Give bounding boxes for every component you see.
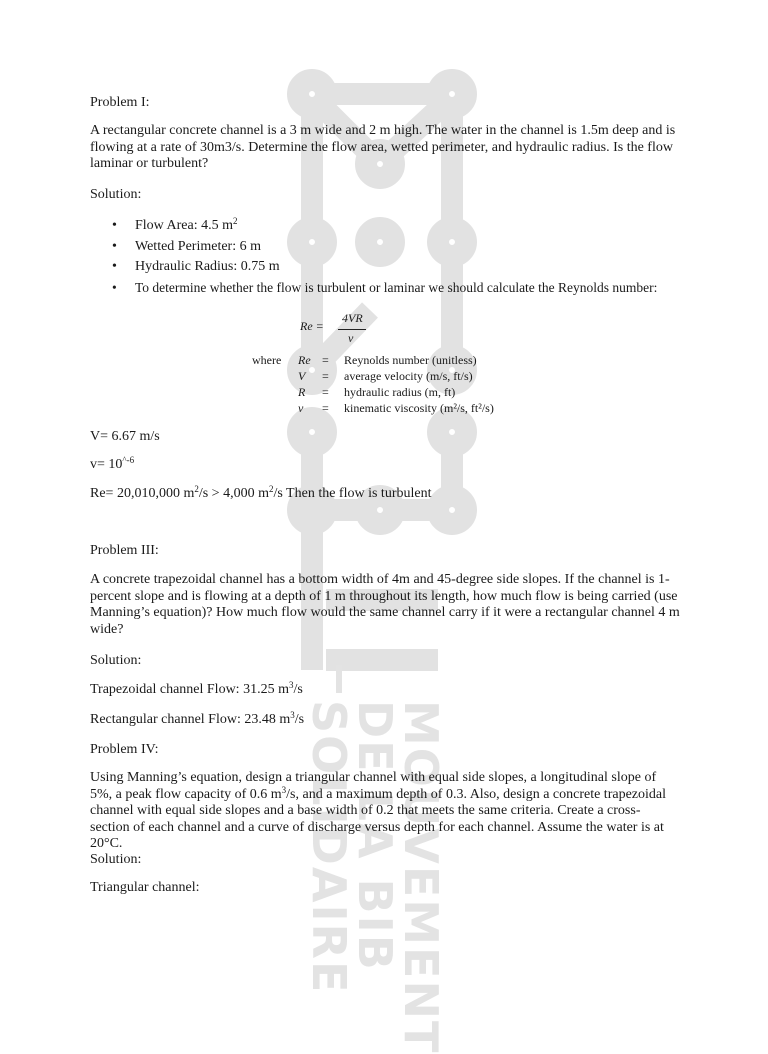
def-equals: = — [322, 369, 329, 383]
list-item — [90, 237, 710, 258]
watermark-text-line2: DE LA BIB — [348, 700, 402, 972]
bullet-icon: • — [112, 279, 117, 295]
def-equals: = — [322, 353, 329, 367]
problem1-solution-label: Solution: — [90, 187, 142, 202]
viscosity-exponent: ^-6 — [122, 455, 135, 465]
triangular-channel-label: Triangular channel: — [90, 880, 200, 895]
def-equals: = — [322, 401, 329, 415]
formula-def-row — [298, 369, 473, 384]
p4-sup: 3 — [281, 784, 287, 795]
problem4-title: Problem IV: — [90, 742, 159, 757]
problem3-statement: A concrete trapezoidal channel has a bottom width of 4m and 45-degree side slopes. If the channel is 1-percent slope and is flowing at a depth of 1 m throughout its length, how much flow is being carried (use Manning’s equation)? How much flow would the same channel carry if it were a rectangular channel 4 m wide? — [90, 572, 680, 637]
rect-unit: /s — [294, 712, 305, 727]
def-symbol: V — [298, 369, 306, 383]
bullet-icon: • — [112, 218, 117, 233]
problem4-statement — [90, 770, 680, 853]
def-symbol: R — [298, 385, 306, 399]
list-item — [90, 257, 710, 278]
problem3-title: Problem III: — [90, 543, 159, 558]
p4-text-a: Using Manning’s equation, design a triangular channel with equal side slopes, a longitudinal slope of 5%, a peak flow capacity of 0.6 m — [90, 770, 657, 802]
viscosity-line — [90, 457, 134, 473]
watermark-divider — [336, 665, 342, 693]
trap-sup: 3 — [288, 680, 294, 690]
bullet-icon: • — [112, 238, 117, 254]
re-text-c: /s Then the flow is turbulent — [273, 486, 432, 501]
rect-sup: 3 — [290, 710, 295, 720]
list-item-text: Flow Area: 4.5 m — [135, 218, 233, 233]
formula-where: where — [252, 353, 282, 367]
p4-text-b: /s, and a maximum depth of 0.3. Also, design a concrete trapezoidal channel with equal side slopes and a base width of 0.2 that meets the same criteria. Create a cross-section of each channel and a curve of discharge versus depth for each channel. Assume the water is at 20°C. — [90, 786, 666, 851]
list-item-text: Hydraulic Radius: 0.75 m — [135, 259, 280, 274]
re-sup-2: 2 — [268, 484, 274, 494]
re-text-a: Re= 20,010,000 m — [90, 486, 195, 501]
bullet-icon: • — [112, 259, 117, 274]
def-description: Reynolds number (unitless) — [344, 353, 477, 367]
list-item-text: To determine whether the flow is turbulent or laminar we should calculate the Reynolds number: — [135, 279, 658, 295]
rectangular-flow-line — [90, 712, 304, 728]
re-sup-1: 2 — [194, 484, 199, 494]
fraction-bar — [338, 329, 366, 330]
formula-def-row — [298, 353, 477, 368]
list-item — [90, 278, 710, 299]
trap-text: Trapezoidal channel Flow: 31.25 m — [90, 682, 289, 697]
trap-unit: /s — [293, 682, 303, 697]
reynolds-result-line — [90, 486, 431, 502]
def-symbol: Re — [298, 353, 311, 367]
reynolds-formula — [250, 308, 550, 420]
def-description: hydraulic radius (m, ft) — [344, 385, 456, 399]
watermark-text-line1: MOUVEMENT — [394, 700, 448, 1054]
formula-lhs: Re = — [300, 319, 324, 333]
rect-text: Rectangular channel Flow: 23.48 m — [90, 712, 291, 727]
list-item-text: Wetted Perimeter: 6 m — [135, 238, 261, 254]
def-description: kinematic viscosity (m²/s, ft²/s) — [344, 401, 494, 415]
list-item — [90, 216, 710, 237]
formula-denominator: ν — [348, 331, 354, 345]
problem1-title: Problem I: — [90, 95, 150, 110]
watermark-text-line3: SOLIDAIRE — [302, 700, 356, 995]
def-description: average velocity (m/s, ft/s) — [344, 369, 473, 383]
formula-def-row — [298, 385, 455, 400]
viscosity-text: v= 10 — [90, 457, 123, 472]
problem1-results-list — [90, 216, 710, 298]
list-item-superscript: 2 — [233, 216, 238, 226]
problem4-solution-label: Solution: — [90, 852, 142, 867]
problem3-solution-label: Solution: — [90, 653, 142, 668]
velocity-line: V= 6.67 m/s — [90, 429, 160, 444]
formula-def-row — [298, 401, 494, 416]
problem1-statement: A rectangular concrete channel is a 3 m wide and 2 m high. The water in the channel is 1.5m deep and is flowing at a rate of 30m3/s. Determine the flow area, wetted perimeter, and hydraulic radius. Is the flow laminar or turbulent? — [90, 123, 676, 171]
formula-numerator: 4VR — [342, 311, 363, 325]
re-text-b: /s > 4,000 m — [198, 486, 269, 501]
def-symbol: ν — [298, 401, 304, 415]
trapezoidal-flow-line — [90, 682, 303, 698]
def-equals: = — [322, 385, 329, 399]
